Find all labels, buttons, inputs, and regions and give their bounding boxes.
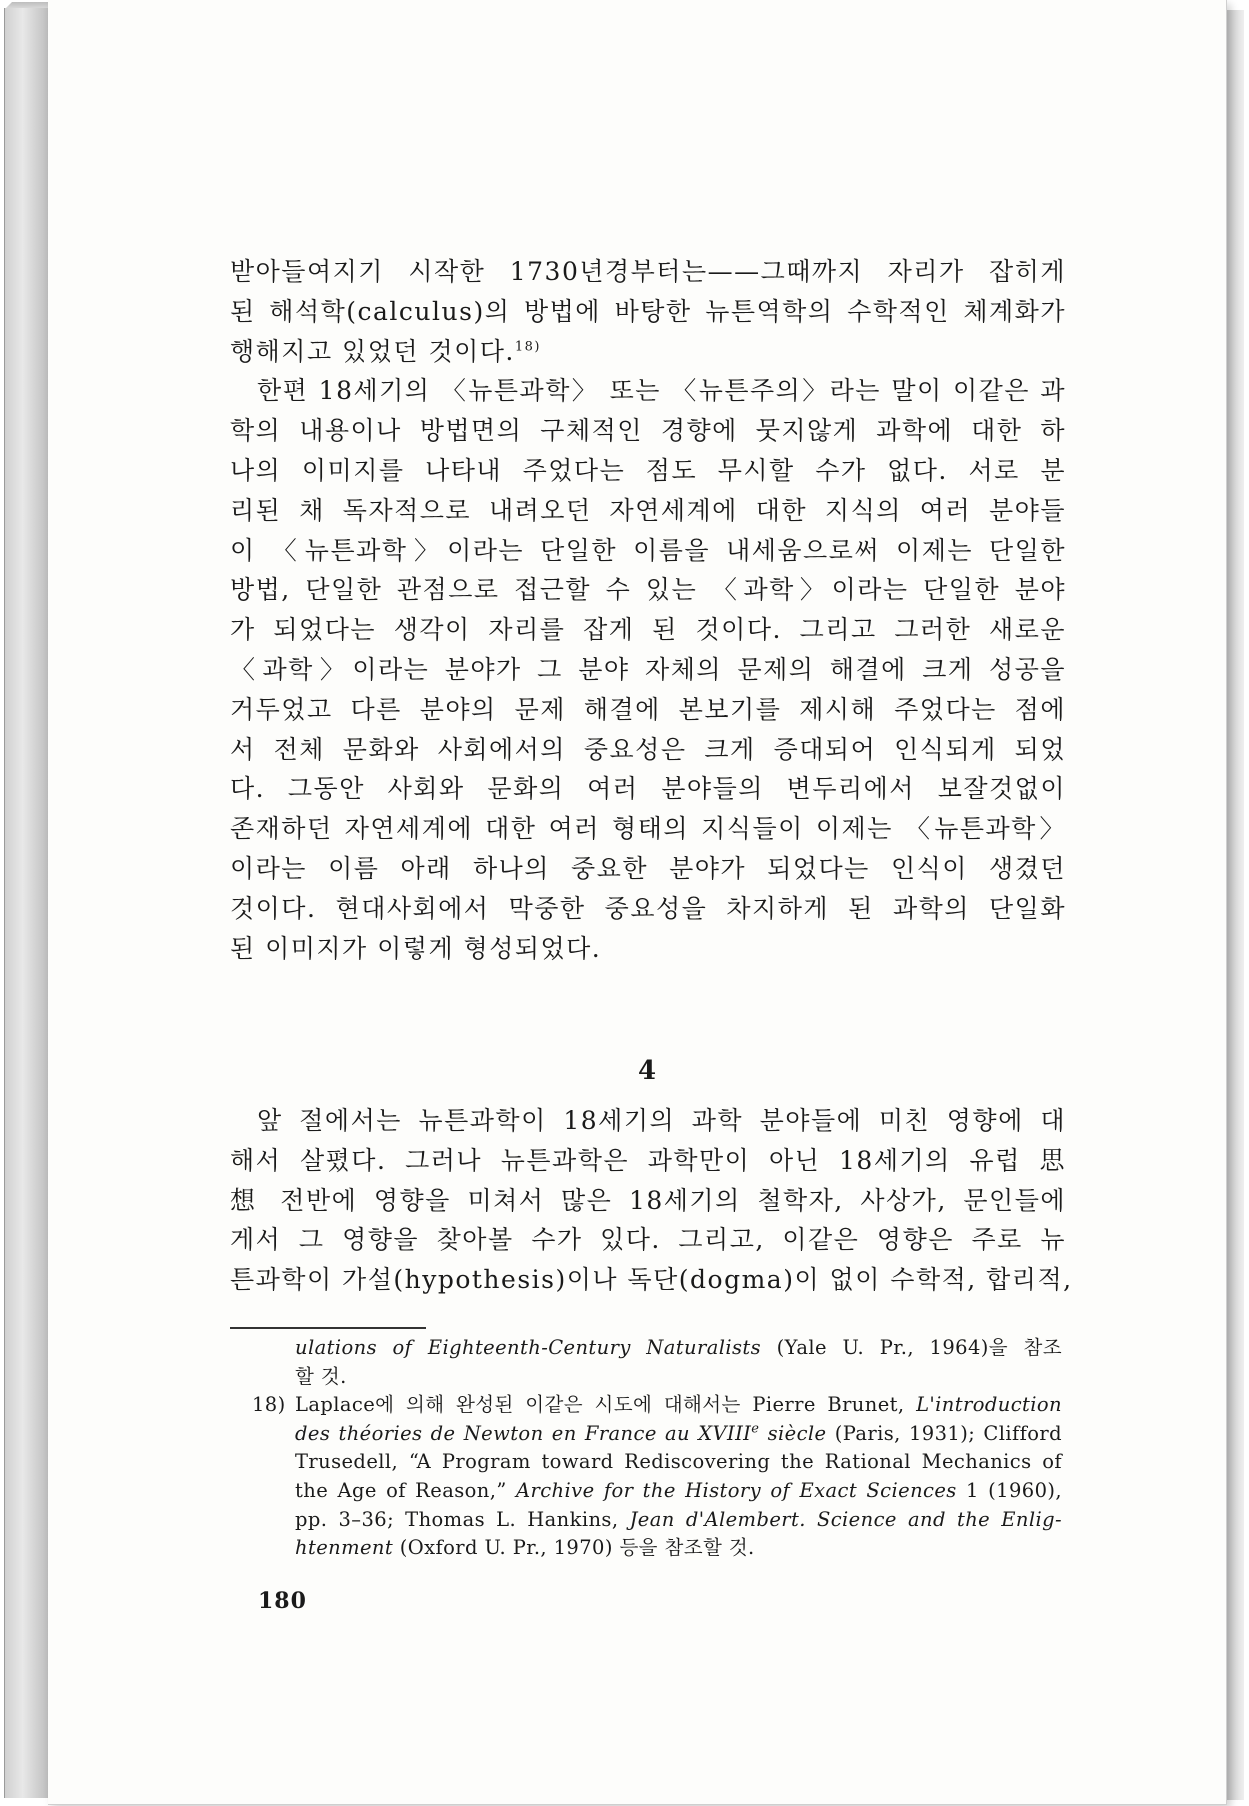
footnote-number: 18) xyxy=(252,1393,286,1417)
superscript: e xyxy=(751,1421,760,1437)
footnote-line: Trusedell, “A Program toward Rediscovering the Rational Mechanics of xyxy=(295,1450,1062,1474)
footnote-text: 1 (1960), xyxy=(956,1478,1062,1502)
text-line-content: 행해지고 있었던 것이다. xyxy=(230,336,515,366)
text-line: 다. 그동안 사회와 문화의 여러 분야들의 변두리에서 보잘것없이 xyxy=(230,774,1066,804)
text-line-last xyxy=(230,332,1066,372)
text-line: 〈과학〉이라는 분야가 그 분야 자체의 문제의 해결에 크게 성공을 xyxy=(230,654,1066,684)
page-edge xyxy=(1226,10,1244,1800)
body-text-top xyxy=(230,252,1066,968)
text-line: 한편 18세기의 〈뉴튼과학〉 또는 〈뉴튼주의〉라는 말이 이같은 과 xyxy=(257,376,1066,406)
text-line: 것이다. 현대사회에서 막중한 중요성을 차지하게 된 과학의 단일화 xyxy=(230,893,1066,923)
text-line: 학의 내용이나 방법면의 구체적인 경향에 뭇지않게 과학에 대한 하 xyxy=(230,416,1066,446)
footnote-text: (Oxford U. Pr., 1970) 등을 참조할 것. xyxy=(393,1536,755,1560)
footnote-reference: 18) xyxy=(514,339,541,355)
book-title: Jean d'Alembert. Science and the Enlig- xyxy=(629,1507,1062,1531)
text-line: 된 해석학(calculus)의 방법에 바탕한 뉴튼역학의 수학적인 체계화가 xyxy=(230,296,1066,326)
paragraph-1 xyxy=(230,252,1066,371)
text-line: 거두었고 다른 분야의 문제 해결에 본보기를 제시해 주었다는 점에 xyxy=(230,694,1066,724)
page-number: 180 xyxy=(258,1588,307,1614)
paragraph-3 xyxy=(230,1101,1073,1300)
footnote-text: (Paris, 1931); Clifford xyxy=(826,1421,1062,1445)
text-line: 앞 절에서는 뉴튼과학이 18세기의 과학 분야들에 미친 영향에 대 xyxy=(257,1106,1066,1135)
text-line: 게서 그 영향을 찾아볼 수가 있다. 그리고, 이같은 영향은 주로 뉴 xyxy=(230,1225,1066,1255)
footnote-line xyxy=(295,1534,1062,1563)
footnote-line xyxy=(295,1420,1062,1449)
paragraph-2 xyxy=(230,371,1066,968)
footnote-text: the Age of Reason,” xyxy=(295,1478,517,1502)
journal-title: Archive for the History of Exact Sciences xyxy=(516,1478,957,1502)
book-spine xyxy=(4,8,49,1798)
text-line: 想 전반에 영향을 미쳐서 많은 18세기의 철학자, 사상가, 문인들에 xyxy=(230,1185,1066,1215)
book-title: htenment xyxy=(295,1536,394,1560)
section-number: 4 xyxy=(637,1056,657,1086)
footnote-line xyxy=(295,1506,1062,1535)
footnote-line xyxy=(295,1334,1062,1363)
text-line: 이라는 이름 아래 하나의 중요한 분야가 되었다는 인식이 생겼던 xyxy=(230,853,1066,883)
text-line: 존재하던 자연세계에 대한 여러 형태의 지식들이 이제는 〈뉴튼과학〉 xyxy=(230,814,1066,844)
book-title: siècle xyxy=(759,1421,827,1445)
text-line: 나의 이미지를 나타내 주었다는 점도 무시할 수가 없다. 서로 분 xyxy=(230,455,1066,485)
text-line: 이 〈뉴튼과학〉이라는 단일한 이름을 내세움으로써 이제는 단일한 xyxy=(230,535,1066,565)
book-title: ulations of Eighteenth-Century Naturalists xyxy=(295,1336,762,1359)
book-title: des théories de Newton en France au XVIII xyxy=(295,1421,752,1445)
text-line: 된 이미지가 이렇게 형성되었다. xyxy=(230,933,602,963)
book-title: L'introduction xyxy=(916,1393,1062,1417)
text-line: 가 되었다는 생각이 자리를 잡게 된 것이다. 그리고 그러한 새로운 xyxy=(230,615,1066,645)
footnote-divider xyxy=(230,1327,426,1329)
footnote-18 xyxy=(252,1391,1062,1563)
footnotes xyxy=(252,1334,1062,1563)
text-line: 받아들여지기 시작한 1730년경부터는——그때까지 자리가 잡히게 xyxy=(230,257,1066,286)
text-line: 서 전체 문화와 사회에서의 중요성은 크게 증대되어 인식되게 되었 xyxy=(230,734,1066,764)
text-line: 튼과학이 가설(hypothesis)이나 독단(dogma)이 없이 수학적, 합리적, xyxy=(230,1265,1073,1295)
text-line: 해서 살폈다. 그러나 뉴튼과학은 과학만이 아닌 18세기의 유럽 思 xyxy=(230,1145,1066,1175)
footnote-text: Laplace에 의해 완성된 이같은 시도에 대해서는 Pierre Brunet, xyxy=(295,1393,917,1417)
footnote-text: pp. 3–36; Thomas L. Hankins, xyxy=(295,1507,630,1531)
footnote-line xyxy=(295,1391,1062,1420)
text-line: 리된 채 독자적으로 내려오던 자연세계에 대한 지식의 여러 분야들 xyxy=(230,495,1066,525)
footnote-continued xyxy=(252,1334,1062,1391)
footnote-text: (Yale U. Pr., 1964)을 참조 xyxy=(761,1336,1063,1359)
text-line: 방법, 단일한 관점으로 접근할 수 있는 〈과학〉이라는 단일한 분야 xyxy=(230,575,1066,605)
footnote-line: 할 것. xyxy=(295,1364,347,1388)
footnote-line xyxy=(295,1477,1062,1506)
